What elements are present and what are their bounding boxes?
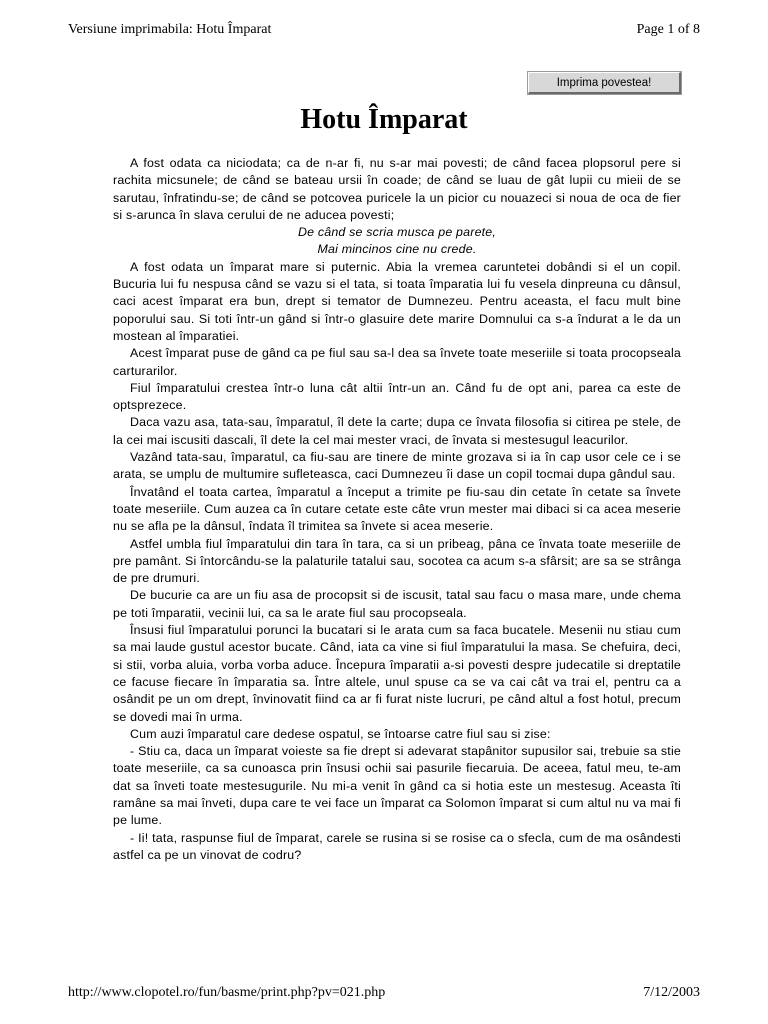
story-paragraph: Fiul împaratului crestea într-o luna cât altii într-un an. Când fu de opt ani, parea ca este de optsprezece. [113,380,681,413]
story-title: Hotu Împarat [300,104,468,135]
print-header [68,22,700,38]
footer-url[interactable]: http://www.clopotel.ro/fun/basme/print.php?pv=021.php [68,985,386,1000]
story-paragraph: A fost odata un împarat mare si puternic. Abia la vremea caruntetei dobândi si el un copil. Bucuria lui fu nespusa când se vazu si el tata, si toata împaratia lui fu vesela dinpreuna cu dânsul, caci acest împarat era bun, drept si temator de Dumnezeu. Pentru aceasta, el facu mult bine poporului sau. Si toti într-un gând si într-o glasuire dete marire Domnului ca s-a îndurat a le da un mostean al împaratiei. [113,259,681,343]
header-doc-title: Versiune imprimabila: Hotu Împarat [68,22,272,37]
story-paragraph: Daca vazu asa, tata-sau, împaratul, îl dete la carte; dupa ce învata filosofia si citirea pe stele, de la cei mai iscusiti dascali, îl dete la cel mai mester vraci, de învata si mestesugul leacurilor. [113,415,681,447]
story-paragraph: Vazând tata-sau, împaratul, ca fiu-sau are tinere de minte grozava si ia în cap usor cele ce i se arata, se umplu de multumire sufleteasca, caci Dumnezeu îi dase un copil tocmai dupa gândul sau. [113,450,681,482]
story-paragraph: De bucurie ca are un fiu asa de procopsit si de iscusit, tatal sau facu o masa mare, unde chema pe toti împaratii, vecinii lui, ca sa le arate fiul sau procopseala. [113,588,681,620]
story-paragraph: Astfel umbla fiul împaratului din tara în tara, ca si un pribeag, pâna ce învata toate meseriile de pre pamânt. Si întorcându-se la palaturile tatalui sau, socotea ca acum s-a sfârsit; are sa se strânga de pre drumuri. [113,536,681,586]
print-footer [68,985,700,1001]
story-paragraph: Însusi fiul împaratului porunci la bucatari si le arata cum sa faca bucatele. Mesenii nu stiau cum sa mai laude gustul acestor bucate. Când, iata ca vine si fiul împaratului la masa. Se chefuira, deci, si stii, vorba aluia, vorba vorba aduce. Începura împaratii a-si povesti despre judecatile si dreptatile ce facuse fiecare în împaratia sa. Între altele, unul spuse ca se va cai cât va trai el, pentru ca a osândit pe un om drept, învinovatit fiind ca ar fi furat niste lucruri, pe când altul a fost hotul, precum se dovedi mai în urma. [113,623,681,724]
print-story-button[interactable]: Imprima povestea! [528,72,681,94]
verse-line: Mai mincinos cine nu crede. [317,242,477,257]
story-paragraph: Acest împarat puse de gând ca pe fiul sau sa-l dea sa învete toate meseriile si toata procopseala carturarilor. [113,346,681,378]
story-paragraph: A fost odata ca niciodata; ca de n-ar fi, nu s-ar mai povesti; de când facea plopsorul pere si rachita micsunele; de când se bateau ursii în coade; de când se luau de gât lupii cu mieii de se sarutau, înfratindu-se; de când se potcovea puricele la un picior cu nouazeci si noua de oca de fier si s-arunca în slava cerului de ne aducea povesti; [113,156,681,222]
footer-date: 7/12/2003 [643,985,700,1000]
story-paragraph: - Stiu ca, daca un împarat voieste sa fie drept si adevarat stapânitor supusilor sai, trebuie sa stie toate meseriile, ca sa cunoasca prin însusi ochii sai pasurile fiecaruia. De aceea, fatul meu, te-am dat sa înveti toate mestesugurile. Nu mi-a venit în gând ca si hotia este un mestesug. Aceasta îti ramâne sa mai înveti, dupa care te vei face un împarat ca Solomon împarat si cum altul nu va mai fi pe lume. [113,744,681,828]
story-paragraph: Învatând el toata cartea, împaratul a început a trimite pe fiu-sau din cetate în cetate sa învete toate meseriile. Cum auzea ca în cutare cetate este câte vrun mester mai dibaci si ca acea meserie nu se afla pe la dânsul, îndata îl trimitea sa învete si acea meserie. [113,484,681,534]
story-body [113,155,681,864]
header-page-number: Page 1 of 8 [636,22,700,37]
story-paragraph: - Ii! tata, raspunse fiul de împarat, carele se rusina si se rosise ca o sfecla, cum de ma osândesti astfel ca pe un vinovat de codru? [113,830,681,862]
story-paragraph: Cum auzi împaratul care dedese ospatul, se întoarse catre fiul sau si zise: [130,726,551,741]
verse-line: De când se scria musca pe parete, [297,225,497,240]
